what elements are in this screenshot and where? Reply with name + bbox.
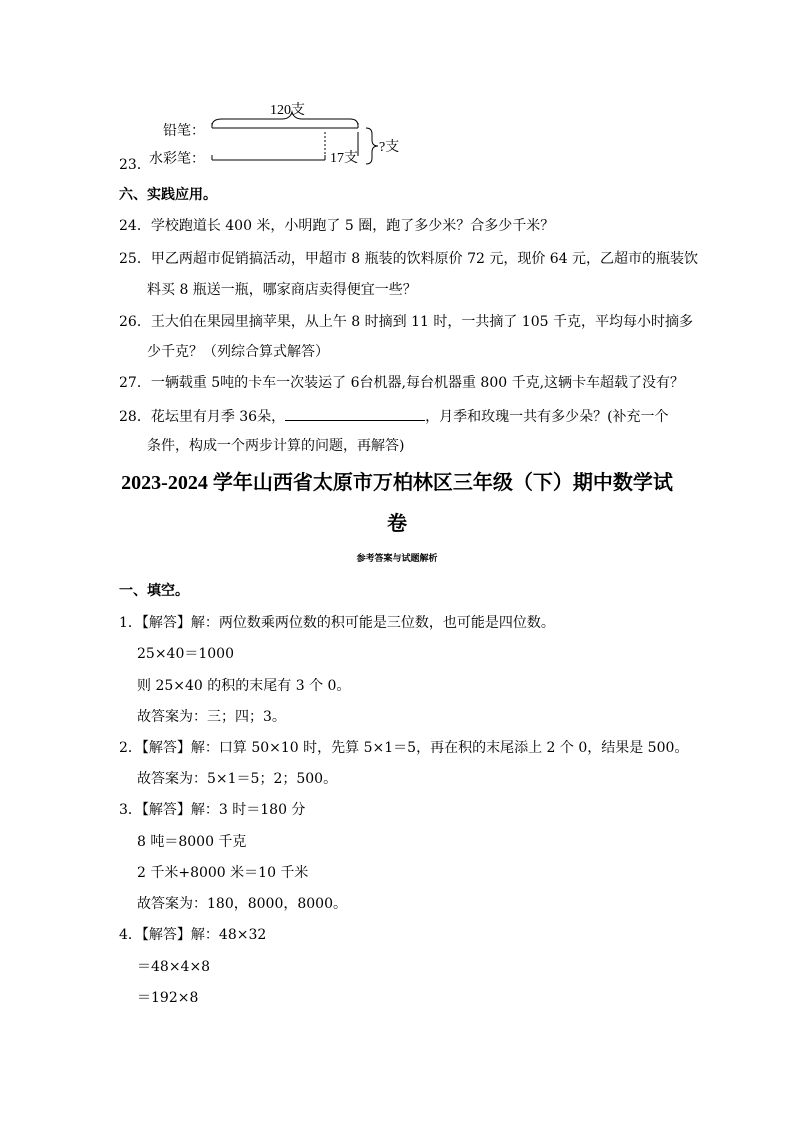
problem-28-line1	[119, 406, 669, 426]
pencil-label: 铅笔：	[163, 123, 205, 139]
section-1-heading: 一、填空。	[119, 583, 189, 599]
problem-27: 27．一辆载重 5吨的卡车一次装运了 6台机器,每台机器重 800 千克,这辆卡车超载了没有？	[119, 375, 685, 391]
problem-23-number: 23．	[119, 157, 151, 173]
question-brace	[366, 128, 378, 164]
answer-3-line4: 故答案为：180，8000，8000。	[137, 896, 347, 912]
problem-28-suffix: ，月季和玫瑰一共有多少朵？(补充一个	[425, 409, 669, 425]
answer-1-line1: 1．【解答】解：两位数乘两位数的积可能是三位数，也可能是四位数。	[119, 615, 555, 631]
answer-1-line2: 25×40＝1000	[137, 646, 234, 662]
problem-28-prefix: 28．花坛里有月季 36朵，	[119, 409, 286, 425]
problem-26-line1: 26．王大伯在果园里摘苹果，从上午 8 时摘到 11 时，一共摘了 105 千克，平均每小时摘多	[119, 314, 693, 330]
answer-3-line3: 2 千米+8000 米＝10 千米	[137, 865, 309, 881]
answer-4-line1: 4．【解答】解：48×32	[119, 927, 267, 943]
problem-24: 24．学校跑道长 400 米，小明跑了 5 圈，跑了多少米？合多少千米？	[119, 218, 555, 234]
problem-25-line2: 料买 8 瓶送一瓶，哪家商店卖得便宜一些？	[147, 282, 417, 298]
answer-2-line1: 2．【解答】解：口算 50×10 时，先算 5×1＝5，再在积的末尾添上 2 个 0，结果是 500。	[119, 740, 689, 756]
problem-25-line1: 25．甲乙两超市促销搞活动，甲超市 8 瓶装的饮料原价 72 元，现价 64 元，乙超市的瓶装饮	[119, 251, 699, 267]
answer-2-line2: 故答案为：5×1＝5；2；500。	[137, 771, 338, 787]
answer-3-line1: 3．【解答】解：3 时＝180 分	[119, 802, 306, 818]
answer-3-line2: 8 吨＝8000 千克	[137, 834, 247, 850]
fill-in-blank	[285, 406, 425, 421]
answer-title-line1: 2023-2024 学年山西省太原市万柏林区三年级（下）期中数学试	[121, 472, 673, 494]
problem-28-line2: 条件，构成一个两步计算的问题，再解答)	[147, 438, 405, 454]
diff-label: 17支	[330, 151, 358, 166]
problem-26-line2: 少千克？（列综合算式解答）	[147, 344, 329, 360]
answer-4-line2: ＝48×4×8	[137, 959, 211, 975]
total-label: 120支	[270, 103, 305, 118]
answer-1-line3: 则 25×40 的积的末尾有 3 个 0。	[137, 678, 351, 694]
section-6-heading: 六、实践应用。	[119, 187, 217, 203]
answer-subtitle: 参考答案与试题解析	[356, 554, 438, 564]
watercolor-label: 水彩笔：	[149, 151, 205, 167]
answer-4-line3: ＝192×8	[137, 990, 199, 1006]
question-label: ?支	[379, 140, 400, 155]
answer-title-line2: 卷	[387, 513, 407, 535]
answer-1-line4: 故答案为：三；四；3。	[137, 709, 286, 725]
